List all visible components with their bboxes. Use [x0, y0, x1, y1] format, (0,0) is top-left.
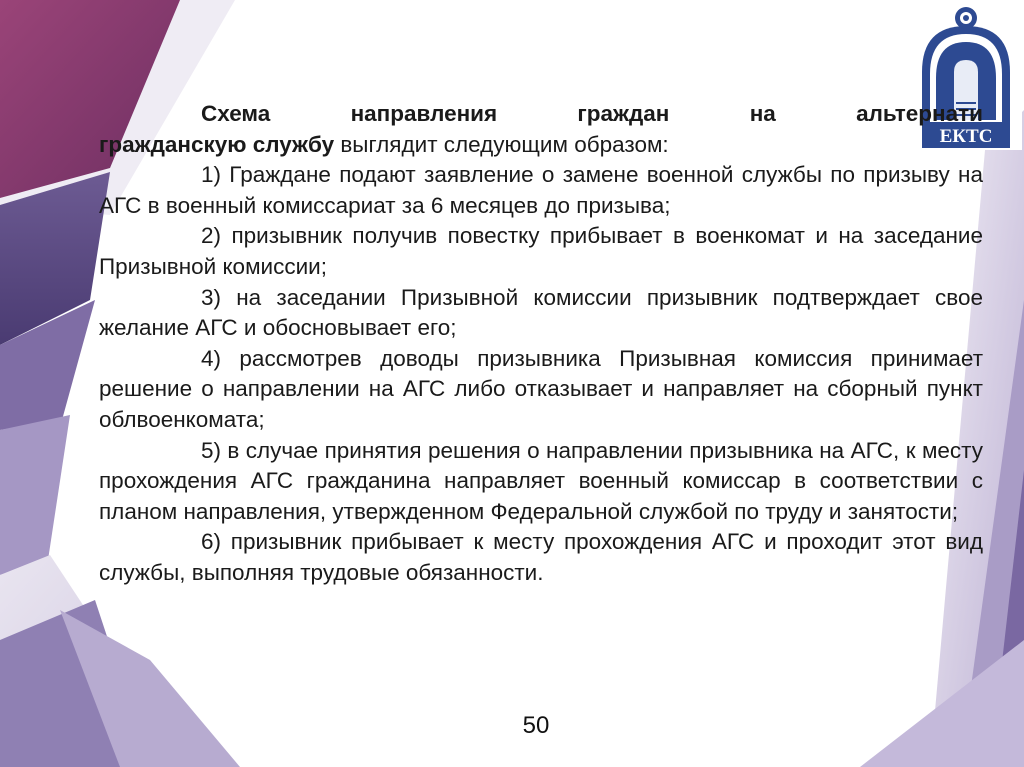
- list-item-1: 1) Граждане подают заявление о замене военной службы по призыву на АГС в военный комиссариат за 6 месяцев до призыва;: [99, 162, 983, 218]
- list-item-3: 3) на заседании Призывной комиссии призывник подтверждает свое желание АГС и обосновывает его;: [99, 284, 983, 341]
- slide-body: [99, 99, 983, 589]
- list-item-5: 5) в случае принятия решения о направлении призывника на АГС, к месту прохождения АГС гражданина направляет военный комиссар в соответствии с планом направления, утвержденном Федеральной службой по труду и занятости;: [99, 437, 983, 524]
- slide-heading-continued: [99, 130, 983, 161]
- slide-heading: [99, 99, 983, 130]
- list-item-2: 2) призывник получив повестку прибывает в военкомат и на заседание Призывной комиссии;: [99, 223, 983, 279]
- logo-text: ЕКТС: [939, 126, 993, 147]
- list-item-6: 6) призывник прибывает к месту прохождения АГС и проходит этот вид службы, выполняя трудовые обязанности.: [99, 529, 983, 585]
- heading-rest: выглядит следующим образом:: [334, 131, 669, 157]
- page-number: 50: [522, 712, 550, 739]
- heading-bold-part1: Схема направления граждан на альтернати: [201, 101, 983, 126]
- heading-bold-part2: гражданскую службу: [99, 131, 335, 157]
- list-item-4: 4) рассмотрев доводы призывника Призывная комиссия принимает решение о направлении на АГС либо отказывает и направляет на сборный пункт облвоенкомата;: [99, 345, 983, 432]
